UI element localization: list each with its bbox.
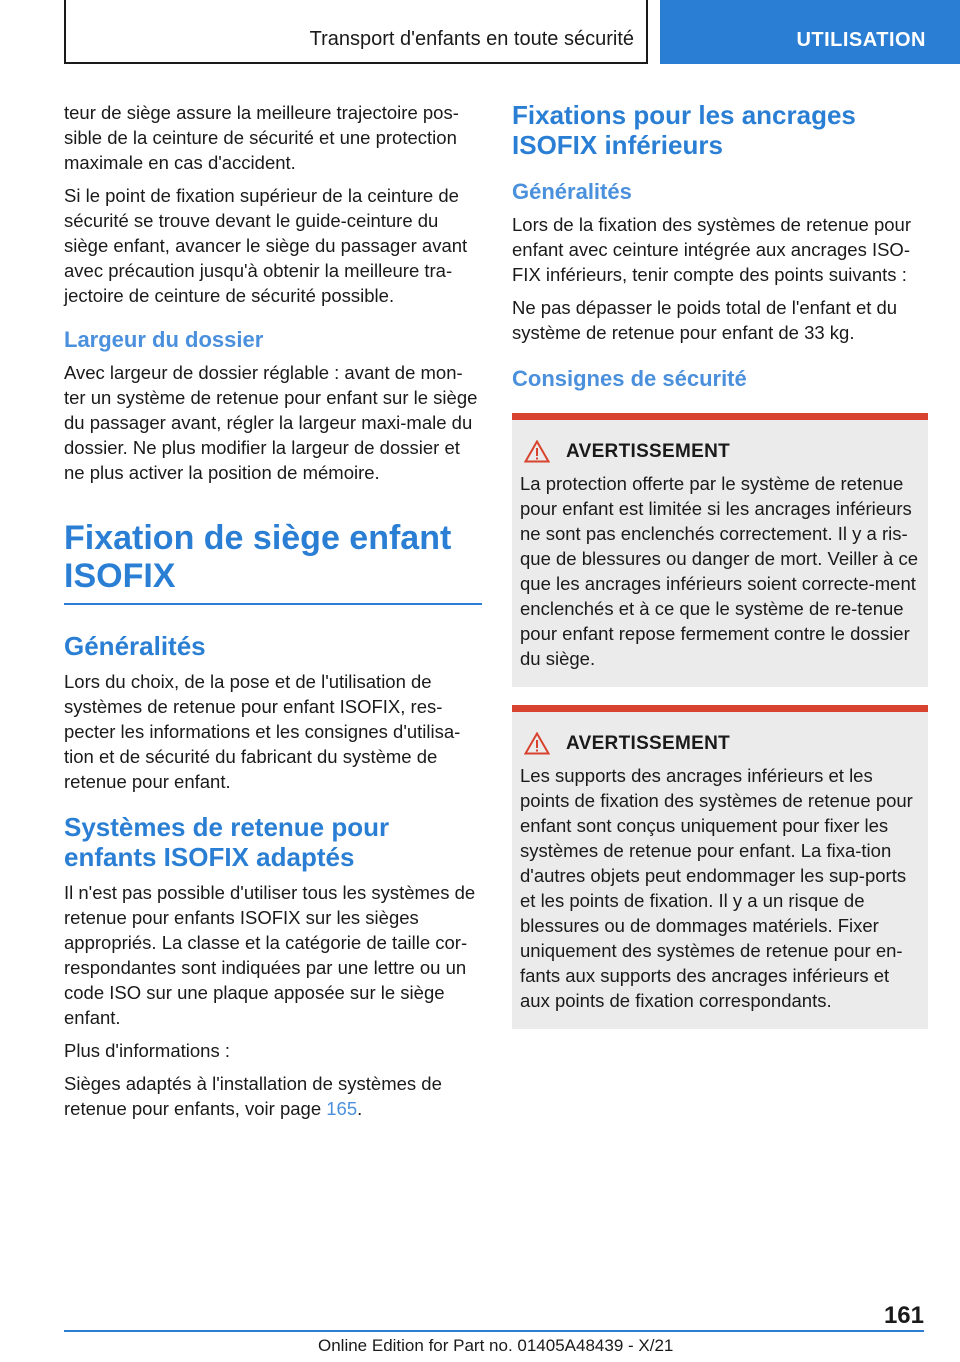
- subheading-systemes-adaptes: Systèmes de retenue pour enfants ISOFIX adaptés: [64, 812, 390, 872]
- section-title: Transport d'enfants en toute sécurité: [309, 28, 634, 50]
- paragraph: Ne pas dépasser le poids total de l'enfant et du système de retenue pour enfant de 33 kg.: [512, 297, 898, 343]
- footer-divider: [64, 1330, 924, 1332]
- subheading-generalites: Généralités: [64, 631, 206, 661]
- paragraph: Plus d'informations :: [64, 1040, 230, 1061]
- warning-title: AVERTISSEMENT: [566, 732, 731, 754]
- chapter-title: UTILISATION: [796, 29, 926, 51]
- paragraph-with-link: [64, 1071, 482, 1121]
- link-intro: Sièges adaptés à l'installation de systèmes de retenue pour enfants, voir page: [64, 1073, 442, 1119]
- warning-header: [524, 732, 920, 755]
- paragraph: Il n'est pas possible d'utiliser tous les systèmes de retenue pour enfants ISOFIX sur les sièges appropriés. La classe et la catégorie de taille cor-respondantes sont indiquées par une lettre ou un code ISO sur une plaque apposée sur le siège enfant.: [64, 882, 476, 1028]
- chapter-tab: [660, 0, 960, 64]
- section-heading-fixations-ancrages: Fixations pour les ancrages ISOFIX inférieurs: [512, 100, 856, 160]
- subheading-largeur-dossier: Largeur du dossier: [64, 327, 264, 352]
- page-header: [0, 0, 960, 66]
- warning-box: [512, 413, 928, 687]
- section-tab: [64, 0, 648, 64]
- paragraph: teur de siège assure la meilleure trajectoire pos-sible de la ceinture de sécurité et une protection maximale en cas d'accident.: [64, 102, 459, 173]
- warning-triangle-icon: [524, 440, 550, 463]
- section-heading-fixation-isofix: Fixation de siège enfant ISOFIX: [64, 519, 482, 605]
- page-number: 161: [883, 1302, 924, 1329]
- paragraph: Lors du choix, de la pose et de l'utilisation de systèmes de retenue pour enfant ISOFIX, res-pecter les informations et les consignes d'utilisa-tion et de sécurité du fabricant du système de retenue pour enfant.: [64, 671, 461, 792]
- warning-text: Les supports des ancrages inférieurs et les points de fixation des systèmes de retenue pour enfant sont conçus uniquement pour fixer les systèmes de retenue pour enfant. La fixa-tion d'autres objets peut endommager les sup-ports et les points de fixation. Il y a un risque de blessures ou de dommages matériels. Fixer uniquement des systèmes de retenue pour en-fants aux supports des ancrages inférieurs et aux points de fixation correspondants.: [520, 765, 913, 1011]
- page-link[interactable]: 165: [326, 1098, 358, 1119]
- paragraph: Avec largeur de dossier réglable : avant de mon-ter un système de retenue pour enfant sur le siège du passager avant, régler la largeur maxi-male du dossier. Ne plus modifier la largeur de dossier et ne plus activer la position de mémoire.: [64, 362, 478, 483]
- footer-edition: Online Edition for Part no. 01405A48439 - X/21: [318, 1336, 674, 1355]
- left-column: [64, 100, 482, 1129]
- warning-triangle-icon: [524, 732, 550, 755]
- paragraph: Lors de la fixation des systèmes de retenue pour enfant avec ceinture intégrée aux ancrages ISO-FIX inférieurs, tenir compte des points suivants :: [512, 214, 912, 285]
- link-end: .: [357, 1098, 363, 1119]
- right-column: [512, 100, 928, 1029]
- paragraph: Si le point de fixation supérieur de la ceinture de sécurité se trouve devant le guide-ceinture du siège enfant, avancer le siège du passager avant avec précaution jusqu'à obtenir la meilleure tra-jectoire de ceinture de sécurité possible.: [64, 185, 468, 306]
- subheading-generalites: Généralités: [512, 179, 632, 204]
- warning-title: AVERTISSEMENT: [566, 440, 731, 462]
- subheading-consignes-securite: Consignes de sécurité: [512, 366, 747, 391]
- warning-box: [512, 705, 928, 1029]
- warning-header: [524, 440, 920, 463]
- warning-text: La protection offerte par le système de retenue pour enfant est limitée si les ancrages inférieurs ne sont pas enclenchés correctement. Il y a ris-que de blessures ou danger de mort. Veiller à ce que les ancrages inférieurs soient correcte-ment enclenchés et à ce que le système de re-tenue pour enfant repose fermement contre le dossier du siège.: [520, 473, 918, 669]
